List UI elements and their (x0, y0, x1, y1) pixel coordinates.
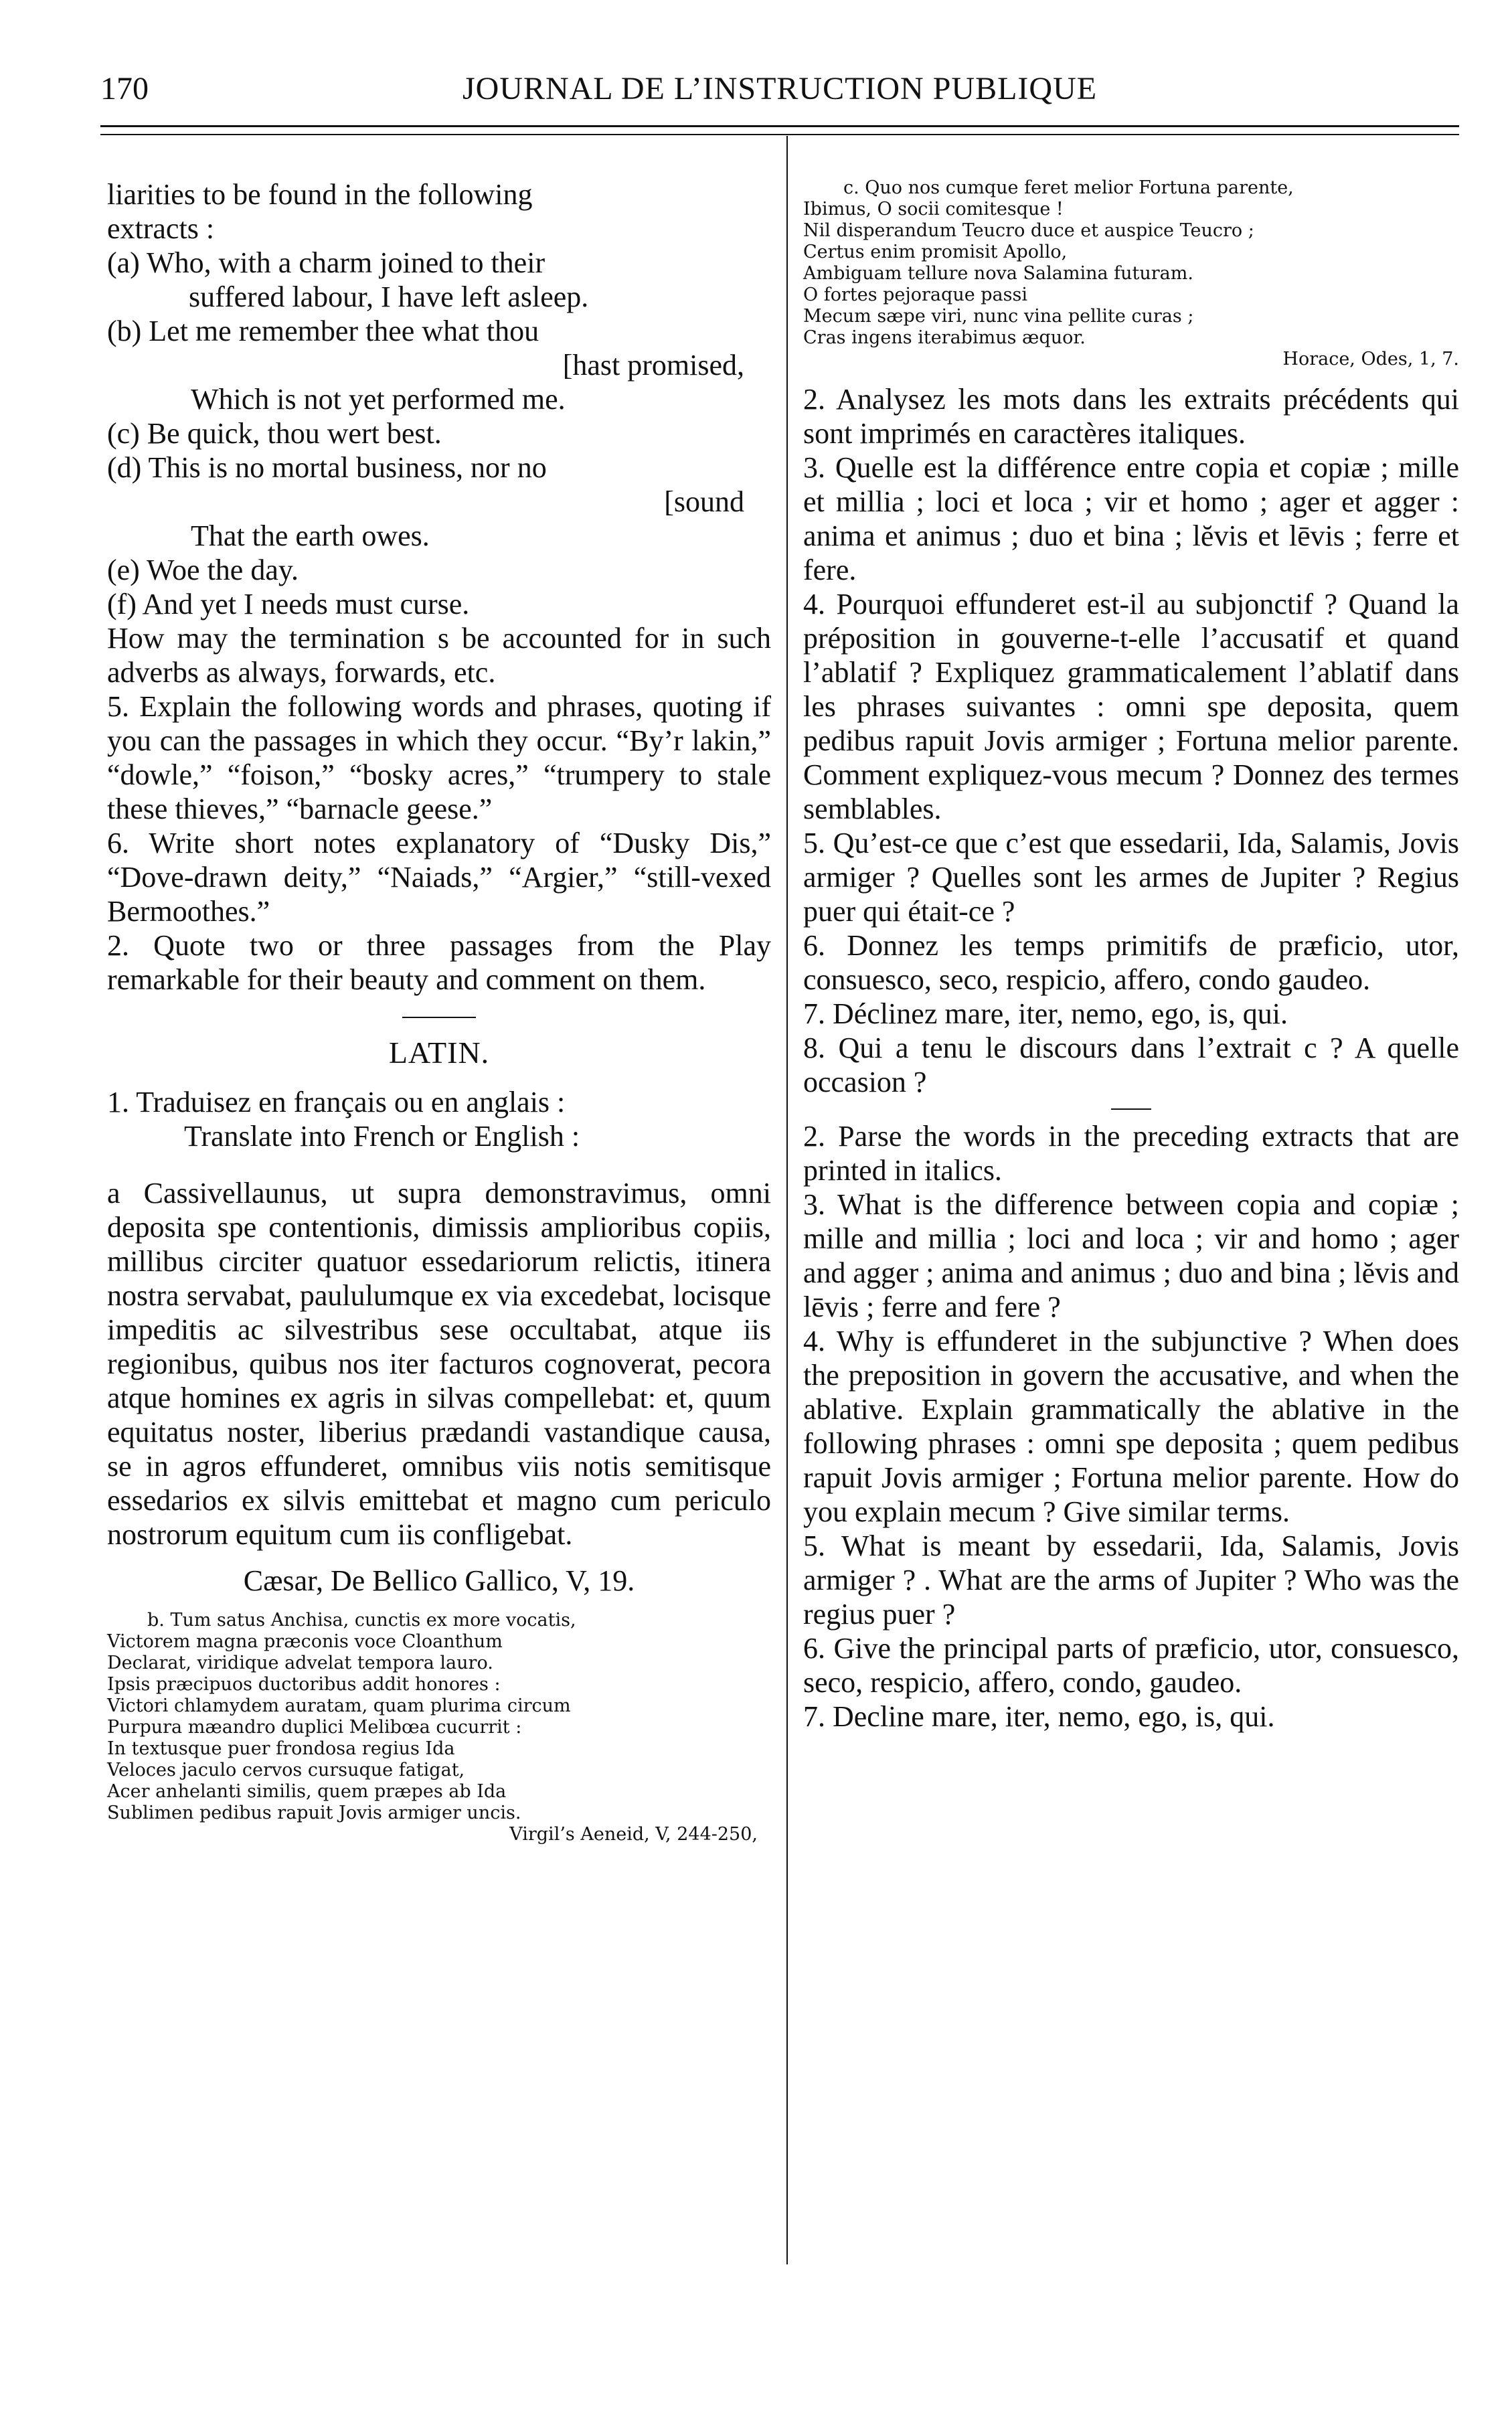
fr-question-4: 4. Pourquoi effunderet est-il au subjonctif ? Quand la préposition in gouverne-t-elle l’accusatif et quand l’ablatif ? Expliquez grammaticalement l’ablatif dans les phrases suivantes : omni spe deposita, quem pedibus rapuit Jovis armiger ; Fortuna melior parente. Comment expliquez-vous mecum ? Donnez des termes semblables. (803, 588, 1459, 825)
latin-q1-line-1: 1. Traduisez en français ou en anglais : (107, 1086, 566, 1118)
horace-line: Ibimus, O socii comitesque ! (803, 199, 1064, 220)
virgil-line: Declarat, viridique advelat tempora lauro. (107, 1653, 493, 1673)
extract-b-line-3: Which is not yet performed me. (191, 383, 566, 416)
extract-d-line-3: That the earth owes. (191, 519, 430, 552)
virgil-line: Victori chlamydem auratam, quam plurima circum (107, 1695, 571, 1716)
virgil-line: Ipsis præcipuos ductoribus addit honores : (107, 1674, 501, 1695)
fr-question-6: 6. Donnez les temps primitifs de præficio, utor, consuesco, seco, respicio, affero, condo gaudeo. (803, 929, 1459, 996)
page-header (100, 64, 1459, 117)
en-question-6: 6. Give the principal parts of præficio, utor, consuesco, seco, respicio, affero, condo, gaudeo. (803, 1632, 1459, 1699)
latin-heading: LATIN. (388, 1035, 490, 1070)
virgil-source: Virgil’s Aeneid, V, 244-250, (509, 1824, 758, 1845)
fr-question-8: 8. Qui a tenu le discours dans l’extrait c ? A quelle occasion ? (803, 1031, 1459, 1098)
extract-b-line-2: [hast promised, (562, 349, 744, 382)
virgil-line: Victorem magna præconis voce Cloanthum (107, 1631, 503, 1652)
column-divider (786, 136, 788, 2264)
en-question-7: 7. Decline mare, iter, nemo, ego, is, qui. (803, 1700, 1275, 1733)
caesar-source: Cæsar, De Bellico Gallico, V, 19. (243, 1564, 635, 1597)
fr-question-7: 7. Déclinez mare, iter, nemo, ego, is, qui. (803, 997, 1288, 1030)
journal-page (100, 64, 1459, 1845)
left-column (107, 177, 771, 1845)
right-column (803, 177, 1459, 1734)
header-rule (100, 125, 1459, 135)
page-number: 170 (100, 71, 149, 106)
extract-d-line-1: (d) This is no mortal business, nor no (107, 451, 547, 484)
en-question-4: 4. Why is effunderet in the subjunctive ? When does the preposition in govern the accusative, and when the ablative. Explain grammatically the ablative in the following phrases : omni spe deposita ; quem pedibus rapuit Jovis armiger ; Fortuna melior parente. How do you explain mecum ? Give similar terms. (803, 1325, 1459, 1528)
horace-passage (803, 177, 1459, 370)
horace-line: Mecum sæpe viri, nunc vina pellite curas ; (803, 306, 1194, 327)
intro-line-2: extracts : (107, 212, 215, 245)
question-5-explain: 5. Explain the following words and phrases, quoting if you can the passages in which they occur. “By’r lakin,” “dowle,” “foison,” “bosky acres,” “trumpery to stale these thieves,” “barnacle geese.” (107, 690, 771, 825)
question-adverbs: How may the termination s be accounted for in such adverbs as always, forwards, etc. (107, 622, 771, 689)
en-question-5: 5. What is meant by essedarii, Ida, Salamis, Jovis armiger ? . What are the arms of Jupiter ? Who was the regius puer ? (803, 1529, 1459, 1631)
fr-question-2: 2. Analysez les mots dans les extraits précédents qui sont imprimés en caractères italiques. (803, 383, 1459, 450)
extract-b-line-1: (b) Let me remember thee what thou (107, 315, 539, 347)
fr-question-3: 3. Quelle est la différence entre copia et copiæ ; mille et millia ; loci et loca ; vir et homo ; ager et agger : anima et animus ; duo et bina ; lĕvis et lēvis ; ferre et fere. (803, 451, 1459, 586)
virgil-line: In textusque puer frondosa regius Ida (107, 1738, 455, 1759)
intro-line-1: liarities to be found in the following (107, 178, 533, 211)
section-rule (402, 1017, 476, 1018)
horace-line: Cras ingens iterabimus æquor. (803, 327, 1086, 348)
horace-line: Certus enim promisit Apollo, (803, 242, 1068, 262)
fr-question-5: 5. Qu’est-ce que c’est que essedarii, Ida, Salamis, Jovis armiger ? Quelles sont les armes de Jupiter ? Regius puer qui était-ce ? (803, 827, 1459, 928)
virgil-line: Acer anhelanti similis, quem præpes ab Ida (107, 1781, 507, 1802)
virgil-passage (107, 1610, 771, 1845)
virgil-line: Purpura mæandro duplici Melibœa cucurrit : (107, 1717, 522, 1738)
question-6-notes: 6. Write short notes explanatory of “Dusky Dis,” “Dove-drawn deity,” “Naiads,” “Argier,” “still-vexed Bermoothes.” (107, 827, 771, 928)
en-question-2: 2. Parse the words in the preceding extracts that are printed in italics. (803, 1120, 1459, 1187)
journal-title: JOURNAL DE L’INSTRUCTION PUBLIQUE (462, 71, 1098, 106)
horace-line: O fortes pejoraque passi (803, 284, 1027, 305)
horace-line: Ambiguam tellure nova Salamina futuram. (803, 263, 1193, 284)
extract-d-line-2: [sound (664, 485, 744, 518)
extract-a-line-2: suffered labour, I have left asleep. (189, 280, 589, 313)
extract-e: (e) Woe the day. (107, 554, 299, 586)
section-rule (1111, 1108, 1151, 1110)
virgil-line: Veloces jaculo cervos cursuque fatigat, (107, 1760, 465, 1780)
extract-f: (f) And yet I needs must curse. (107, 588, 470, 620)
latin-q1-line-2: Translate into French or English : (184, 1120, 580, 1153)
en-question-3: 3. What is the difference between copia and copiæ ; mille and millia ; loci and loca ; vir and homo ; ager and agger ; anima and animus ; duo and bina ; lĕvis and lēvis ; ferre and fere ? (803, 1188, 1459, 1323)
virgil-line: b. Tum satus Anchisa, cunctis ex more vocatis, (147, 1610, 576, 1631)
virgil-line: Sublimen pedibus rapuit Jovis armiger uncis. (107, 1803, 521, 1823)
horace-line: c. Quo nos cumque feret melior Fortuna parente, (843, 177, 1294, 198)
extract-a-line-1: (a) Who, with a charm joined to their (107, 246, 545, 279)
caesar-passage: a Cassivellaunus, ut supra demonstravimus, omni deposita spe contentionis, dimissis amplioribus copiis, millibus circiter quatuor essedariorum relictis, itinera nostra servabat, paululumque ex via excedebat, locisque impeditis ac silvestribus sese occultabat, atque iis regionibus, quibus nos iter facturos cognoverat, pecora atque homines ex agris in silvas compellebat: et, quum equitatus noster, liberius prædandi vastandique causa, se in agros effunderet, omnibus viis notis semitisque essedarios ex silvis emittebat et magno cum periculo nostrorum equitum cum iis confligebat. (107, 1177, 771, 1551)
extract-c: (c) Be quick, thou wert best. (107, 417, 442, 450)
question-2-quote: 2. Quote two or three passages from the Play remarkable for their beauty and comment on them. (107, 929, 771, 996)
horace-source: Horace, Odes, 1, 7. (1282, 349, 1459, 369)
horace-line: Nil disperandum Teucro duce et auspice Teucro ; (803, 220, 1254, 241)
